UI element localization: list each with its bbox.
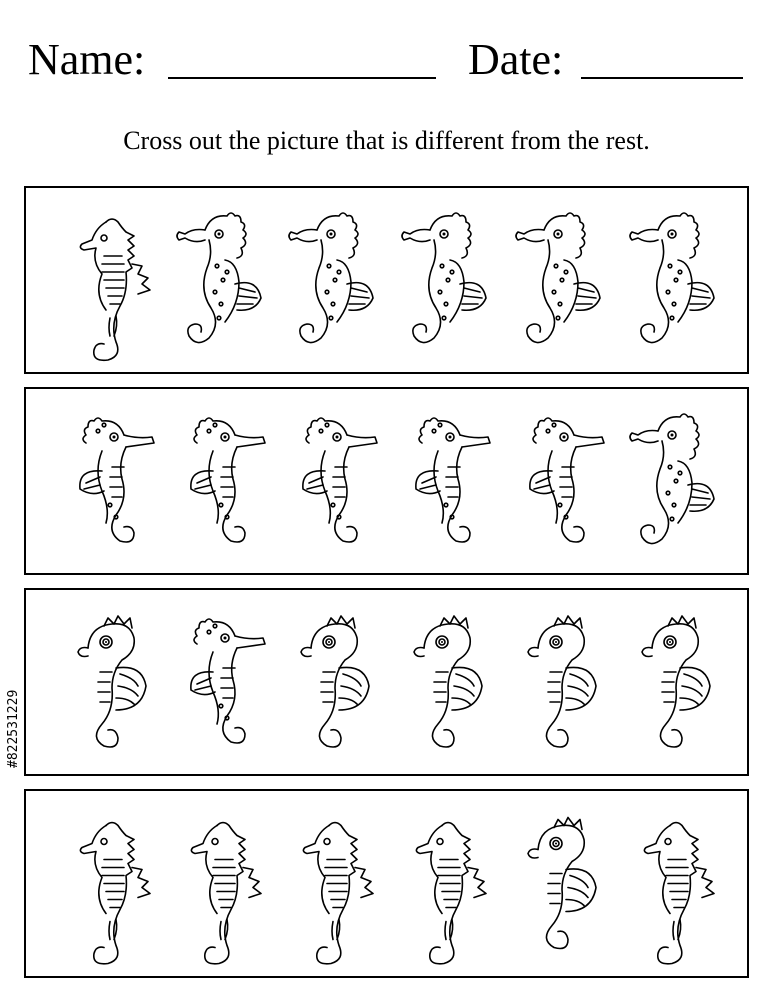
seahorse-icon [277,791,389,976]
seahorse-picture[interactable] [390,389,502,573]
seahorse-picture[interactable] [618,389,730,573]
seahorse-picture[interactable] [618,791,730,976]
seahorse-picture[interactable] [54,791,166,976]
seahorse-picture[interactable] [504,590,616,774]
name-field-line[interactable] [168,77,436,79]
seahorse-icon [165,791,277,976]
seahorse-icon [54,389,166,573]
seahorse-icon [618,590,730,774]
seahorse-picture[interactable] [165,188,277,372]
seahorse-picture[interactable] [618,188,730,372]
seahorse-icon [390,590,502,774]
stock-id-watermark: #822531229 [6,689,21,768]
seahorse-picture[interactable] [618,590,730,774]
seahorse-picture[interactable] [390,188,502,372]
seahorse-picture[interactable] [277,188,389,372]
seahorse-picture[interactable] [165,791,277,976]
seahorse-picture[interactable] [277,791,389,976]
seahorse-icon [618,188,730,372]
seahorse-picture[interactable] [54,188,166,372]
seahorse-icon [277,188,389,372]
date-field-line[interactable] [581,77,743,79]
seahorse-icon [390,188,502,372]
name-label: Name: [28,35,146,84]
seahorse-icon [277,389,389,573]
seahorse-icon [390,791,502,976]
puzzle-row-1 [24,186,749,374]
seahorse-icon [618,389,730,573]
seahorse-icon [165,590,277,774]
puzzle-row-3 [24,588,749,776]
worksheet-header [0,0,773,120]
seahorse-icon [618,791,730,976]
seahorse-picture[interactable] [165,590,277,774]
seahorse-icon [165,188,277,372]
seahorse-picture[interactable] [277,590,389,774]
seahorse-icon [504,791,616,976]
seahorse-picture[interactable] [390,590,502,774]
seahorse-picture[interactable] [504,188,616,372]
seahorse-icon [54,590,166,774]
seahorse-picture[interactable] [54,389,166,573]
seahorse-icon [390,389,502,573]
instruction-text: Cross out the picture that is different from the rest. [123,126,650,155]
seahorse-icon [165,389,277,573]
seahorse-picture[interactable] [504,389,616,573]
seahorse-icon [277,590,389,774]
seahorse-icon [504,188,616,372]
seahorse-picture[interactable] [504,791,616,976]
seahorse-picture[interactable] [54,590,166,774]
seahorse-picture[interactable] [390,791,502,976]
seahorse-icon [504,590,616,774]
puzzle-row-4 [24,789,749,978]
seahorse-picture[interactable] [165,389,277,573]
date-label: Date: [468,35,564,84]
seahorse-icon [54,791,166,976]
puzzle-row-2 [24,387,749,575]
seahorse-icon [54,188,166,372]
seahorse-icon [504,389,616,573]
seahorse-picture[interactable] [277,389,389,573]
